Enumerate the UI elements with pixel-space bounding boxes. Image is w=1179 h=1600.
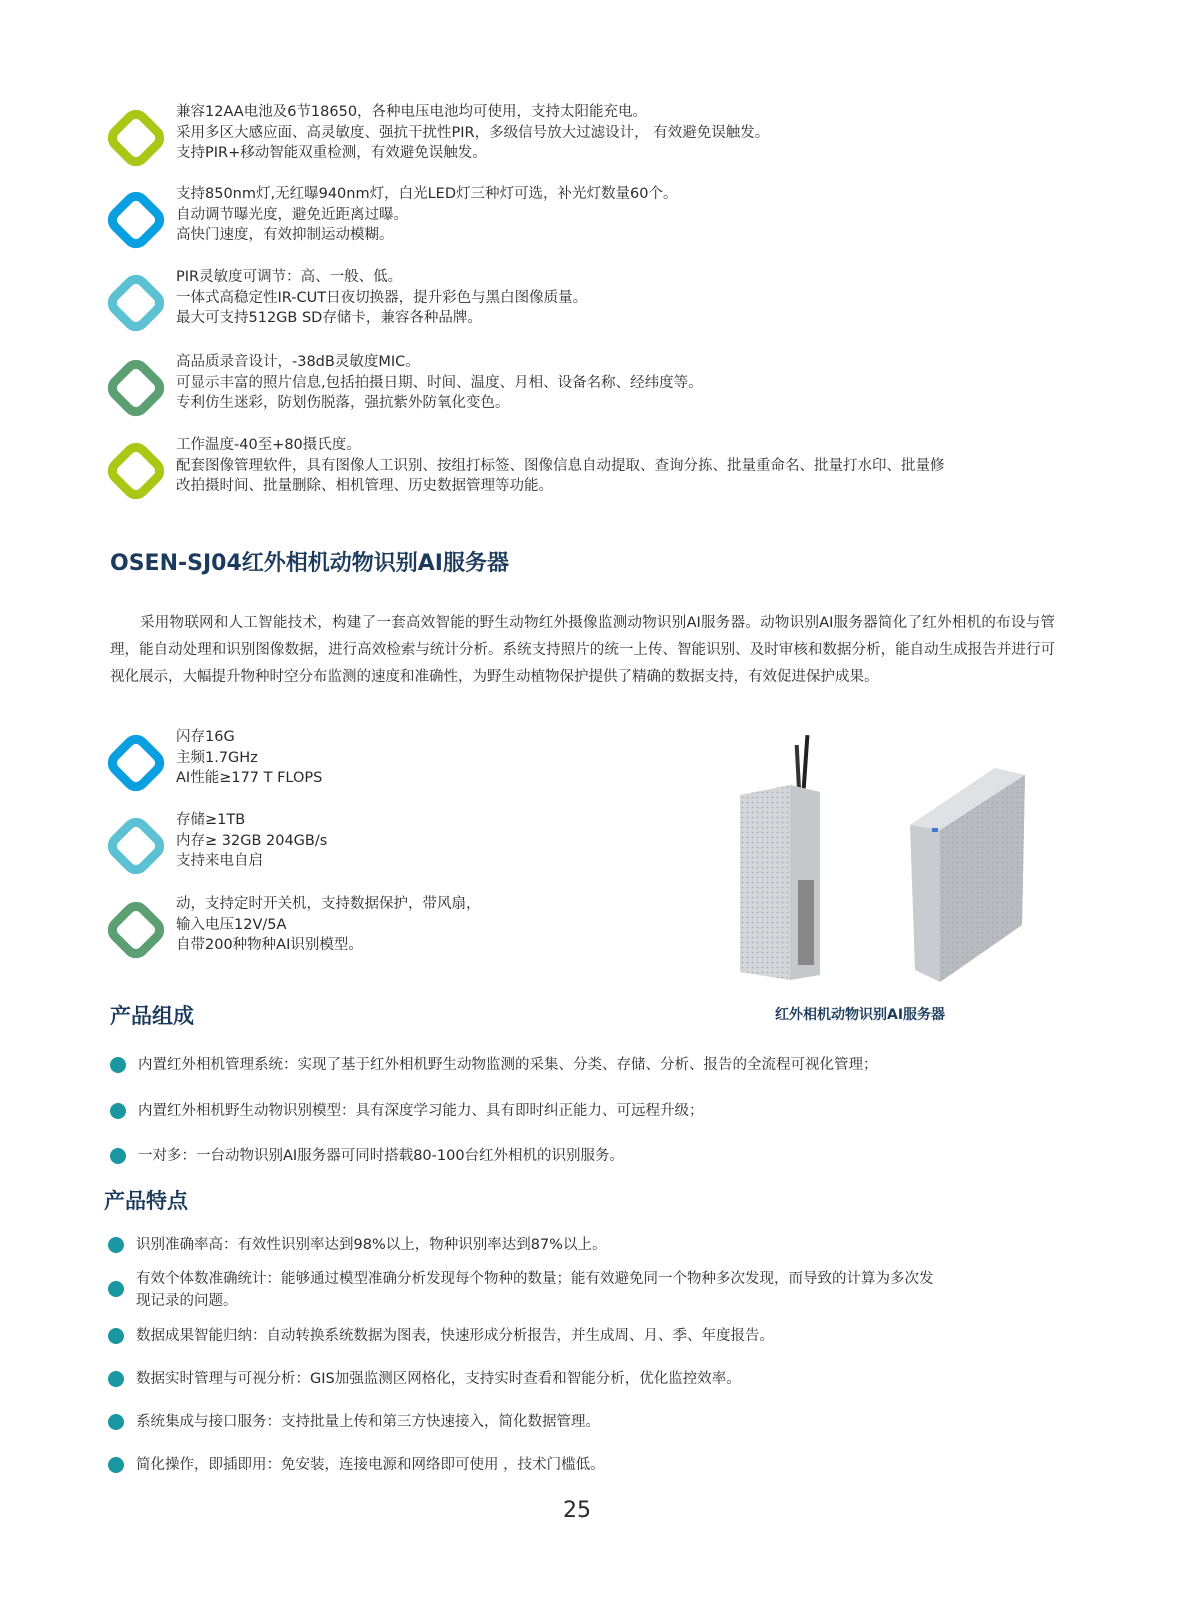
feature-line: 专利仿生迷彩，防划伤脱落，强抗紫外防氧化变色。 <box>176 395 510 411</box>
feature-line: 最大可支持512GB SD存储卡，兼容各种品牌。 <box>176 310 482 326</box>
diamond-lime-icon <box>102 437 170 505</box>
feature-line: 高快门速度，有效抑制运动模糊。 <box>176 227 394 243</box>
bullet-dot-icon <box>110 1148 126 1164</box>
feature-line: 兼容12AA电池及6节18650，各种电压电池均可使用，支持太阳能充电。 <box>176 104 648 120</box>
feature-line: 支持850nm灯,无红曝940nm灯，白光LED灯三种灯可选，补光灯数量60个。 <box>176 186 678 202</box>
bullet-text: 识别准确率高：有效性识别率达到98%以上，物种识别率达到87%以上。 <box>136 1237 607 1253</box>
bullet-text: 系统集成与接口服务：支持批量上传和第三方快速接入，简化数据管理。 <box>136 1414 600 1430</box>
bullet-text: 一对多：一台动物识别AI服务器可同时搭载80-100台红外相机的识别服务。 <box>138 1148 625 1164</box>
bullet-text: 数据成果智能归纳：自动转换系统数据为图表，快速形成分析报告，并生成周、月、季、年度报告。 <box>136 1328 774 1344</box>
feature-line: 存储≥1TB <box>176 812 246 828</box>
intro-paragraph: 采用物联网和人工智能技术，构建了一套高效智能的野生动物红外摄像监测动物识别AI服务器。动物识别AI服务器简化了红外相机的布设与管理，能自动处理和识别图像数据，进行高效检索与统计分析。系统支持照片的统一上传、智能识别、及时审核和数据分析，能自动生成报告并进行可视化展示，大幅提升物种时空分布监测的速度和准确性，为野生动植物保护提供了精确的数据支持，有效促进保护成果。 <box>110 615 1055 685</box>
bullet-dot-icon <box>108 1237 124 1253</box>
page-number: 25 <box>563 1498 591 1523</box>
feature-line: 改拍摄时间、批量删除、相机管理、历史数据管理等功能。 <box>176 478 553 494</box>
feature-line: PIR灵敏度可调节：高、一般、低。 <box>176 269 403 285</box>
feature-line: AI性能≥177 T FLOPS <box>176 770 323 786</box>
feature-line: 一体式高稳定性IR-CUT日夜切换器，提升彩色与黑白图像质量。 <box>176 289 588 306</box>
feature-line: 内存≥ 32GB 204GB/s <box>176 832 328 849</box>
feature-line: 动，支持定时开关机，支持数据保护，带风扇， <box>176 896 481 912</box>
feature-line: 自带200种物种AI识别模型。 <box>176 937 363 953</box>
server-front-view <box>740 735 820 980</box>
feature-line: 闪存16G <box>176 729 235 745</box>
feature-line: 支持PIR+移动智能双重检测，有效避免误触发。 <box>176 145 487 161</box>
feature-line: 支持来电自启 <box>176 853 263 869</box>
bullet-dot-icon <box>110 1103 126 1119</box>
bullet-dot-icon <box>108 1281 124 1297</box>
feature-line: 高品质录音设计，-38dB灵敏度MIC。 <box>176 354 420 370</box>
diamond-blue-icon <box>102 186 170 254</box>
diamond-green-icon <box>102 354 170 422</box>
section-title: OSEN-SJ04红外相机动物识别AI服务器 <box>110 551 509 576</box>
bullet-dot-icon <box>108 1457 124 1473</box>
bullet-dot-icon <box>108 1371 124 1387</box>
feature-line: 工作温度-40至+80摄氏度。 <box>176 437 361 453</box>
feature-line: 输入电压12V/5A <box>176 916 287 933</box>
features-title: 产品特点 <box>104 1189 188 1213</box>
feature-line: 自动调节曝光度，避免近距离过曝。 <box>176 206 408 223</box>
bullet-dot-icon <box>108 1328 124 1344</box>
server-product-image <box>730 730 1040 990</box>
feature-line: 采用多区大感应面、高灵敏度、强抗干扰性PIR，多级信号放大过滤设计， 有效避免误触发。 <box>176 124 770 141</box>
bullet-text: 数据实时管理与可视分析：GIS加强监测区网格化，支持实时查看和智能分析，优化监控效率。 <box>136 1371 741 1387</box>
diamond-teal-icon <box>102 269 170 337</box>
diamond-blue-icon <box>102 729 170 797</box>
feature-line: 主频1.7GHz <box>176 749 258 766</box>
bullet-dot-icon <box>108 1414 124 1430</box>
diamond-green-icon <box>102 896 170 964</box>
bullet-text: 有效个体数准确统计：能够通过模型准确分析发现每个物种的数量；能有效避免同一个物种多次发现，而导致的计算为多次发 <box>136 1271 934 1287</box>
feature-line: 配套图像管理软件，具有图像人工识别、按组打标签、图像信息自动提取、查询分拣、批量重命名、批量打水印、批量修 <box>176 457 945 474</box>
feature-line: 可显示丰富的照片信息,包括拍摄日期、时间、温度、月相、设备名称、经纬度等。 <box>176 374 703 391</box>
bullet-text: 内置红外相机野生动物识别模型：具有深度学习能力、具有即时纠正能力、可远程升级； <box>138 1103 704 1119</box>
bullet-dot-icon <box>110 1057 126 1073</box>
diamond-lime-icon <box>102 104 170 172</box>
bullet-text: 现记录的问题。 <box>136 1293 238 1309</box>
bullet-text: 内置红外相机管理系统：实现了基于红外相机野生动物监测的采集、分类、存储、分析、报告的全流程可视化管理； <box>138 1057 878 1073</box>
bullet-text: 简化操作，即插即用：免安装，连接电源和网络即可使用 ，技术门槛低。 <box>136 1457 605 1473</box>
diamond-teal-icon <box>102 812 170 880</box>
image-caption: 红外相机动物识别AI服务器 <box>775 1007 946 1023</box>
composition-title: 产品组成 <box>110 1004 194 1028</box>
server-angled-view <box>910 768 1025 982</box>
